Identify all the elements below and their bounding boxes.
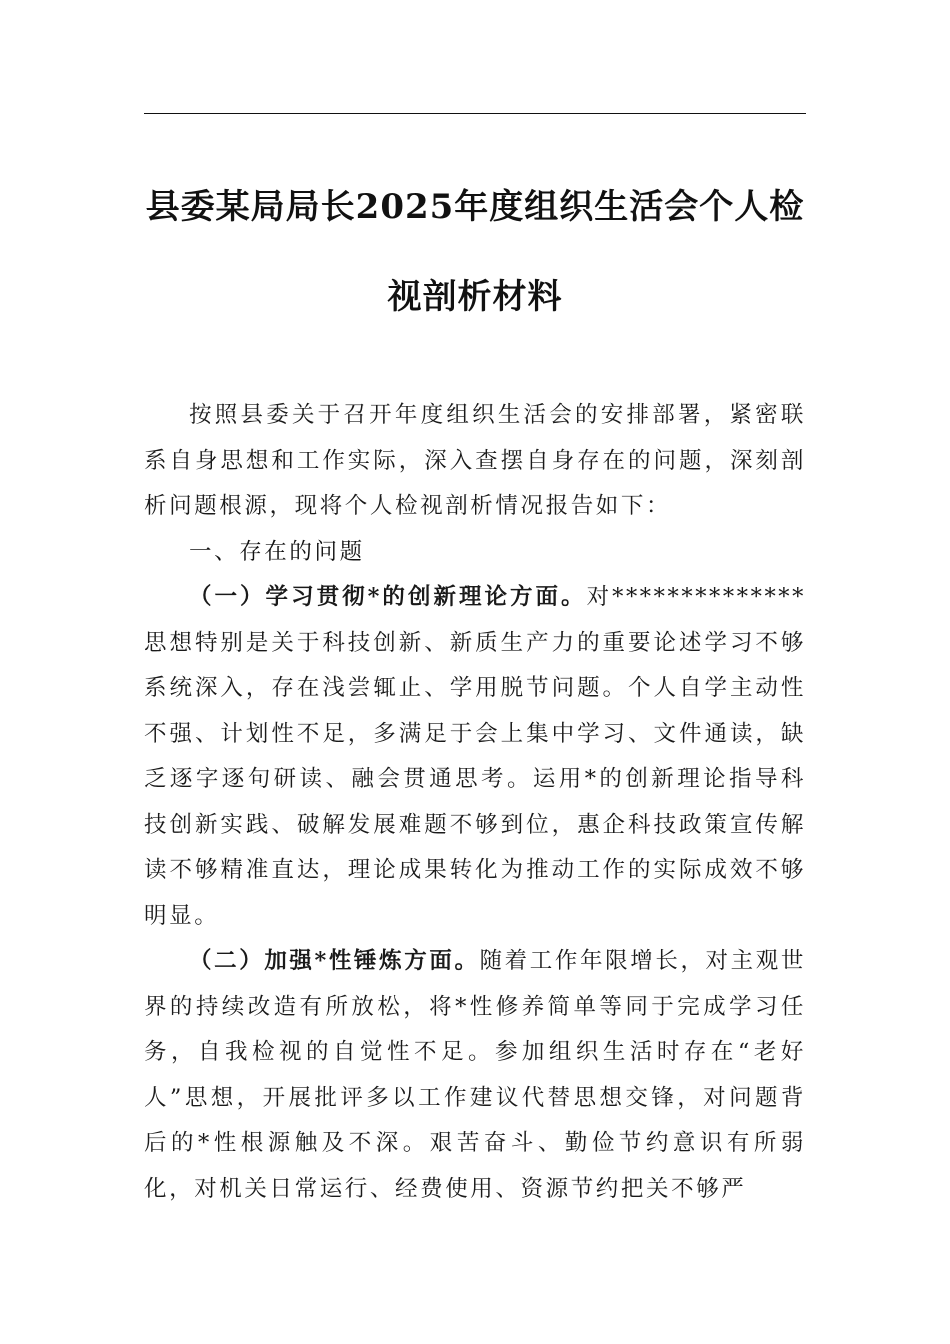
paragraph-lead: （二）加强*性锤炼方面。 bbox=[189, 948, 480, 974]
paragraph-lead: （一）学习贯彻*的创新理论方面。 bbox=[189, 584, 587, 610]
paragraph-text: 随着工作年限增长，对主观世界的持续改造有所放松，将*性修养简单等同于完成学习任务，自我检视的自觉性不足。参加组织生活时存在“老好人”思想，开展批评多以工作建议代替思想交锋，对问题背后的*性根源触及不深。艰苦奋斗、勤俭节约意识有所弱化，对机关日常运行、经费使用、资源节约把关不够严 bbox=[144, 948, 806, 1202]
problem-paragraph-2 bbox=[144, 939, 806, 1212]
problem-paragraph-1 bbox=[144, 575, 806, 939]
intro-paragraph: 按照县委关于召开年度组织生活会的安排部署，紧密联系自身思想和工作实际，深入查摆自身存在的问题，深刻剖析问题根源，现将个人检视剖析情况报告如下： bbox=[144, 402, 806, 519]
document-body bbox=[144, 393, 806, 1212]
section-heading: 一、存在的问题 bbox=[189, 538, 365, 565]
paragraph-text: 对**************思想特别是关于科技创新、新质生产力的重要论述学习不够系统深入，存在浅尝辄止、学用脱节问题。个人自学主动性不强、计划性不足，多满足于会上集中学习、文件通读，缺乏逐字逐句研读、融会贯通思考。运用*的创新理论指导科技创新实践、破解发展难题不够到位，惠企科技政策宣传解读不够精准直达，理论成果转化为推动工作的实际成效不够明显。 bbox=[144, 584, 806, 929]
document-title: 县委某局局长2025年度组织生活会个人检视剖析材料 bbox=[145, 187, 805, 317]
header-rule bbox=[144, 113, 806, 114]
